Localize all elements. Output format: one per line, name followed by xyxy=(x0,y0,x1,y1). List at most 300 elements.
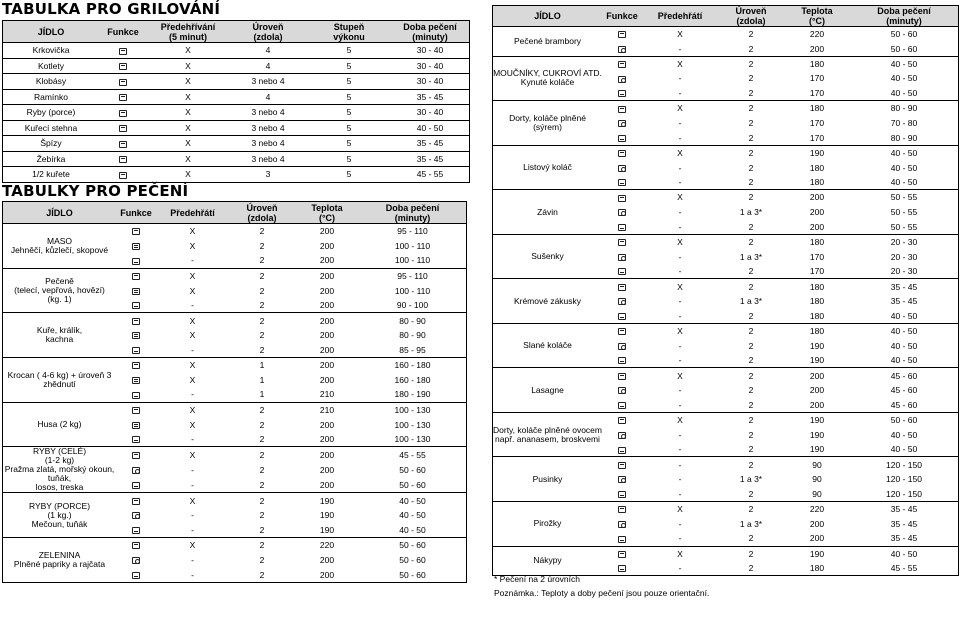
food-name: Pirožky xyxy=(493,502,603,547)
preheat-cell: X xyxy=(147,74,229,90)
fan-icon xyxy=(132,512,140,519)
fan-icon xyxy=(618,476,626,483)
temperature-cell: 200 xyxy=(809,385,825,396)
level-cell: 2 xyxy=(748,266,754,277)
level-cell: 2 xyxy=(748,340,754,351)
function-cell xyxy=(99,136,147,152)
time-cell: 95 - 110 xyxy=(359,224,467,239)
level-cell: 2 xyxy=(259,330,265,341)
static-oven-icon xyxy=(132,452,140,459)
level-cell: 2 xyxy=(229,224,295,239)
temperature-cell: 200 xyxy=(295,268,359,283)
static-oven-icon xyxy=(618,328,626,335)
level-cell: 2 xyxy=(259,434,265,445)
preheat-cell: - xyxy=(678,73,682,84)
time-cell: 180 - 190 xyxy=(394,389,431,400)
level-cell: 2 xyxy=(748,132,754,143)
grill-icon xyxy=(119,79,127,86)
level-cell: 2 xyxy=(718,412,784,427)
function-cell xyxy=(602,531,642,546)
function-cell xyxy=(602,412,642,427)
preheat-cell: - xyxy=(191,255,194,266)
preheat-cell: X xyxy=(156,358,229,373)
column-header: Úroveň (zdola) xyxy=(229,202,295,224)
static-oven-icon xyxy=(132,318,140,325)
temperature-cell: 200 xyxy=(809,518,825,529)
grill-icon xyxy=(119,141,127,148)
table-row xyxy=(3,224,467,239)
time-cell: 100 - 130 xyxy=(359,402,467,417)
table-row xyxy=(493,56,959,71)
function-cell xyxy=(116,493,156,508)
time-cell: 40 - 50 xyxy=(850,56,959,71)
convection-icon xyxy=(618,179,626,186)
preheat-cell: - xyxy=(191,464,194,475)
preheat-cell: - xyxy=(678,340,682,351)
temperature-cell: 90 xyxy=(812,474,822,485)
function-cell xyxy=(602,368,642,383)
temperature-cell: 200 xyxy=(295,313,359,328)
function-cell xyxy=(116,462,156,477)
level-cell: 1 xyxy=(229,358,295,373)
level-cell: 2 xyxy=(718,234,784,249)
food-name: Pusinky xyxy=(493,457,603,502)
preheat-cell: X xyxy=(642,323,718,338)
preheat-cell: - xyxy=(678,117,682,128)
table-row xyxy=(493,190,959,205)
power-cell: 5 xyxy=(307,151,391,167)
time-cell: 50 - 60 xyxy=(399,569,426,580)
function-cell xyxy=(99,74,147,90)
function-cell xyxy=(602,487,642,502)
time-cell: 35 - 45 xyxy=(391,136,470,152)
level-cell: 2 xyxy=(718,368,784,383)
temperature-cell: 180 xyxy=(809,563,825,574)
temperature-cell: 190 xyxy=(784,546,850,561)
preheat-cell: - xyxy=(191,344,194,355)
temperature-cell: 200 xyxy=(319,479,335,490)
food-name: MASO Jehněčí, kůzlečí, skopové xyxy=(3,224,117,269)
preheat-cell: - xyxy=(642,457,718,472)
table-row xyxy=(3,447,467,462)
function-cell xyxy=(116,238,156,253)
food-name: Pečené brambory xyxy=(493,27,603,57)
static-oven-icon xyxy=(132,228,140,235)
food-name: Lasagne xyxy=(493,368,603,413)
temperature-cell: 180 xyxy=(784,56,850,71)
function-cell xyxy=(99,89,147,105)
column-header: Předehřátí xyxy=(642,6,718,27)
static-oven-icon xyxy=(618,462,626,469)
level-cell: 1 a 3* xyxy=(739,474,763,485)
temperature-cell: 170 xyxy=(809,132,825,143)
time-cell: 160 - 180 xyxy=(394,374,431,385)
temperature-cell: 180 xyxy=(784,323,850,338)
time-cell: 35 - 45 xyxy=(391,151,470,167)
column-header: Stupeň výkonu xyxy=(307,21,391,43)
function-cell xyxy=(602,130,642,145)
time-cell: 120 - 150 xyxy=(886,488,922,499)
level-cell: 2 xyxy=(718,279,784,294)
preheat-cell: - xyxy=(678,132,682,143)
temperature-cell: 180 xyxy=(784,279,850,294)
temperature-cell: 200 xyxy=(319,330,335,341)
level-cell: 2 xyxy=(259,569,265,580)
time-cell: 40 - 50 xyxy=(890,310,918,321)
convection-icon xyxy=(132,258,140,265)
temperature-cell: 170 xyxy=(809,251,825,262)
function-cell xyxy=(116,328,156,343)
food-name: Kotlety xyxy=(3,58,100,74)
preheat-cell: X xyxy=(642,56,718,71)
temperature-cell: 190 xyxy=(784,412,850,427)
table-row xyxy=(493,279,959,294)
level-cell: 1 a 3* xyxy=(739,207,763,218)
level-cell: 2 xyxy=(718,546,784,561)
level-cell: 3 nebo 4 xyxy=(229,74,307,90)
level-cell: 2 xyxy=(718,323,784,338)
table-row xyxy=(493,368,959,383)
preheat-cell: - xyxy=(191,479,194,490)
temperature-cell: 200 xyxy=(295,358,359,373)
temperature-cell: 190 xyxy=(809,444,825,455)
convection-icon xyxy=(132,302,140,309)
preheat-cell: X xyxy=(642,279,718,294)
table-row xyxy=(3,43,470,59)
grill-icon xyxy=(119,110,127,117)
function-cell xyxy=(602,116,642,131)
function-cell xyxy=(602,264,642,279)
function-cell xyxy=(602,398,642,413)
temperature-cell: 200 xyxy=(809,207,825,218)
preheat-cell: - xyxy=(678,88,682,99)
temperature-cell: 200 xyxy=(319,344,335,355)
time-cell: 40 - 50 xyxy=(850,323,959,338)
temperature-cell: 190 xyxy=(319,510,335,521)
baking-table-title: TABULKY PRO PEČENÍ xyxy=(2,182,189,200)
table-row xyxy=(3,358,467,373)
fan-icon xyxy=(618,254,626,261)
preheat-cell: - xyxy=(191,300,194,311)
level-cell: 2 xyxy=(748,177,754,188)
food-name: Špízy xyxy=(3,136,100,152)
multilevel-icon xyxy=(132,332,140,339)
temperature-cell: 180 xyxy=(809,177,825,188)
level-cell: 2 xyxy=(259,255,265,266)
function-cell xyxy=(602,101,642,116)
preheat-cell: - xyxy=(678,251,682,262)
time-cell: 40 - 50 xyxy=(890,444,918,455)
preheat-cell: - xyxy=(191,434,194,445)
food-name: Nákypy xyxy=(493,546,603,576)
food-name: Listový koláč xyxy=(493,145,603,190)
function-cell xyxy=(116,298,156,313)
preheat-cell: - xyxy=(191,554,194,565)
time-cell: 85 - 95 xyxy=(399,344,426,355)
food-name: Krkovička xyxy=(3,43,100,59)
table-row xyxy=(3,136,470,152)
preheat-cell: - xyxy=(678,488,682,499)
level-cell: 2 xyxy=(259,464,265,475)
temperature-cell: 170 xyxy=(809,266,825,277)
table-row xyxy=(493,101,959,116)
grill-icon xyxy=(119,125,127,132)
temperature-cell: 180 xyxy=(809,162,825,173)
temperature-cell: 200 xyxy=(319,300,335,311)
static-oven-icon xyxy=(618,239,626,246)
preheat-cell: X xyxy=(147,151,229,167)
fan-icon xyxy=(618,432,626,439)
function-cell xyxy=(602,71,642,86)
grill-table-title: TABULKA PRO GRILOVÁNÍ xyxy=(2,0,221,18)
level-cell: 2 xyxy=(229,447,295,462)
time-cell: 40 - 50 xyxy=(359,493,467,508)
temperature-cell: 90 xyxy=(812,488,822,499)
temperature-cell: 200 xyxy=(319,255,335,266)
function-cell xyxy=(116,313,156,328)
function-cell xyxy=(99,58,147,74)
time-cell: 40 - 50 xyxy=(890,177,918,188)
time-cell: 40 - 50 xyxy=(890,88,918,99)
static-oven-icon xyxy=(132,273,140,280)
time-cell: 35 - 45 xyxy=(890,518,918,529)
static-oven-icon xyxy=(618,31,626,38)
convection-icon xyxy=(132,392,140,399)
level-cell: 2 xyxy=(259,240,265,251)
table-row xyxy=(3,151,470,167)
temperature-cell: 180 xyxy=(809,296,825,307)
function-cell xyxy=(602,338,642,353)
time-cell: 50 - 55 xyxy=(850,190,959,205)
time-cell: 100 - 110 xyxy=(394,255,431,266)
time-cell: 120 - 150 xyxy=(850,457,959,472)
food-name: Závin xyxy=(493,190,603,235)
table-row xyxy=(3,493,467,508)
table-row xyxy=(3,58,470,74)
temperature-cell: 220 xyxy=(784,27,850,42)
preheat-cell: X xyxy=(642,546,718,561)
convection-icon xyxy=(132,572,140,579)
power-cell: 5 xyxy=(307,105,391,121)
preheat-cell: - xyxy=(678,355,682,366)
table-row xyxy=(3,120,470,136)
function-cell xyxy=(116,567,156,582)
level-cell: 2 xyxy=(718,27,784,42)
level-cell: 2 xyxy=(748,355,754,366)
convection-icon xyxy=(618,491,626,498)
level-cell: 2 xyxy=(259,479,265,490)
temperature-cell: 200 xyxy=(784,368,850,383)
function-cell xyxy=(99,151,147,167)
preheat-cell: X xyxy=(156,268,229,283)
power-cell: 5 xyxy=(307,167,391,183)
static-oven-icon xyxy=(618,551,626,558)
temperature-cell: 170 xyxy=(809,73,825,84)
time-cell: 35 - 45 xyxy=(391,89,470,105)
temperature-cell: 200 xyxy=(809,533,825,544)
temperature-cell: 180 xyxy=(809,310,825,321)
preheat-cell: X xyxy=(147,120,229,136)
table-row xyxy=(3,313,467,328)
convection-icon xyxy=(618,135,626,142)
time-cell: 40 - 50 xyxy=(890,429,918,440)
preheat-cell: X xyxy=(642,368,718,383)
function-cell xyxy=(602,353,642,368)
function-cell xyxy=(116,358,156,373)
level-cell: 2 xyxy=(259,419,265,430)
level-cell: 1 xyxy=(259,389,265,400)
static-oven-icon xyxy=(132,362,140,369)
temperature-cell: 200 xyxy=(784,190,850,205)
time-cell: 40 - 50 xyxy=(890,162,918,173)
column-header: Doba pečení (minuty) xyxy=(359,202,467,224)
temperature-cell: 200 xyxy=(319,240,335,251)
preheat-cell: X xyxy=(642,101,718,116)
time-cell: 50 - 55 xyxy=(890,207,918,218)
temperature-cell: 190 xyxy=(809,340,825,351)
time-cell: 30 - 40 xyxy=(391,58,470,74)
convection-icon xyxy=(618,536,626,543)
food-name: Kuře, králík, kachna xyxy=(3,313,117,358)
time-cell: 30 - 40 xyxy=(391,43,470,59)
level-cell: 3 nebo 4 xyxy=(229,151,307,167)
column-header: Předehřívání (5 minut) xyxy=(147,21,229,43)
static-oven-icon xyxy=(618,373,626,380)
preheat-cell: - xyxy=(678,221,682,232)
preheat-cell: - xyxy=(678,429,682,440)
time-cell: 45 - 60 xyxy=(890,385,918,396)
preheat-cell: X xyxy=(147,89,229,105)
time-cell: 45 - 55 xyxy=(391,167,470,183)
level-cell: 4 xyxy=(229,43,307,59)
function-cell xyxy=(602,190,642,205)
function-cell xyxy=(602,546,642,561)
table-row xyxy=(3,74,470,90)
time-cell: 95 - 110 xyxy=(359,268,467,283)
food-name: Klobásy xyxy=(3,74,100,90)
function-cell xyxy=(116,417,156,432)
convection-icon xyxy=(618,565,626,572)
function-cell xyxy=(99,43,147,59)
temperature-cell: 200 xyxy=(319,419,335,430)
preheat-cell: X xyxy=(642,27,718,42)
multilevel-icon xyxy=(132,243,140,250)
temperature-cell: 200 xyxy=(809,43,825,54)
time-cell: 100 - 110 xyxy=(394,240,431,251)
table-row xyxy=(493,27,959,42)
level-cell: 2 xyxy=(748,385,754,396)
function-cell xyxy=(602,145,642,160)
temperature-cell: 200 xyxy=(319,554,335,565)
time-cell: 50 - 60 xyxy=(399,464,426,475)
time-cell: 35 - 45 xyxy=(850,279,959,294)
convection-icon xyxy=(132,436,140,443)
level-cell: 1 a 3* xyxy=(739,518,763,529)
preheat-cell: - xyxy=(678,474,682,485)
function-cell xyxy=(116,402,156,417)
convection-icon xyxy=(618,357,626,364)
food-name: Pečeně (telecí, vepřová, hovězí) (kg. 1) xyxy=(3,268,117,313)
temperature-cell: 180 xyxy=(784,101,850,116)
time-cell: 30 - 40 xyxy=(391,105,470,121)
preheat-cell: X xyxy=(156,224,229,239)
level-cell: 3 nebo 4 xyxy=(229,120,307,136)
preheat-cell: X xyxy=(189,285,196,296)
temperature-cell: 210 xyxy=(295,402,359,417)
function-cell xyxy=(602,279,642,294)
level-cell: 2 xyxy=(229,313,295,328)
temperature-cell: 220 xyxy=(784,502,850,517)
temperature-cell: 190 xyxy=(295,493,359,508)
temperature-cell: 190 xyxy=(319,524,335,535)
food-name: Dorty, koláče plněné ovocem např. ananasem, broskvemi xyxy=(493,412,603,457)
preheat-cell: - xyxy=(678,310,682,321)
function-cell xyxy=(116,538,156,553)
level-cell: 2 xyxy=(229,402,295,417)
column-header: Doba pečení (minuty) xyxy=(850,6,959,27)
level-cell: 2 xyxy=(718,101,784,116)
preheat-cell: X xyxy=(642,234,718,249)
table-row xyxy=(493,412,959,427)
preheat-cell: - xyxy=(678,518,682,529)
function-cell xyxy=(116,343,156,358)
level-cell: 4 xyxy=(229,89,307,105)
function-cell xyxy=(602,442,642,457)
convection-icon xyxy=(618,402,626,409)
preheat-cell: X xyxy=(189,330,196,341)
function-cell xyxy=(116,268,156,283)
time-cell: 40 - 50 xyxy=(391,120,470,136)
column-header: Teplota (°C) xyxy=(784,6,850,27)
level-cell: 2 xyxy=(229,538,295,553)
preheat-cell: X xyxy=(147,136,229,152)
level-cell: 2 xyxy=(718,56,784,71)
preheat-cell: - xyxy=(191,569,194,580)
static-oven-icon xyxy=(618,417,626,424)
time-cell: 40 - 50 xyxy=(850,546,959,561)
function-cell xyxy=(602,27,642,42)
preheat-cell: - xyxy=(191,389,194,400)
level-cell: 2 xyxy=(259,524,265,535)
static-oven-icon xyxy=(132,498,140,505)
function-cell xyxy=(602,309,642,324)
static-oven-icon xyxy=(618,284,626,291)
level-cell: 2 xyxy=(259,554,265,565)
preheat-cell: X xyxy=(147,105,229,121)
column-header: Úroveň (zdola) xyxy=(229,21,307,43)
level-cell: 2 xyxy=(748,563,754,574)
function-cell xyxy=(116,508,156,523)
function-cell xyxy=(602,249,642,264)
function-cell xyxy=(602,323,642,338)
function-cell xyxy=(602,205,642,220)
column-header: Funkce xyxy=(99,21,147,43)
baking-table-right xyxy=(492,5,959,576)
fan-icon xyxy=(618,76,626,83)
function-cell xyxy=(602,86,642,101)
table-row xyxy=(493,234,959,249)
preheat-cell: X xyxy=(156,447,229,462)
grill-icon xyxy=(119,48,127,55)
temperature-cell: 180 xyxy=(784,234,850,249)
time-cell: 35 - 45 xyxy=(850,502,959,517)
time-cell: 80 - 90 xyxy=(890,132,918,143)
column-header: JÍDLO xyxy=(493,6,603,27)
preheat-cell: - xyxy=(678,533,682,544)
fan-icon xyxy=(618,521,626,528)
temperature-cell: 200 xyxy=(319,464,335,475)
level-cell: 2 xyxy=(748,429,754,440)
